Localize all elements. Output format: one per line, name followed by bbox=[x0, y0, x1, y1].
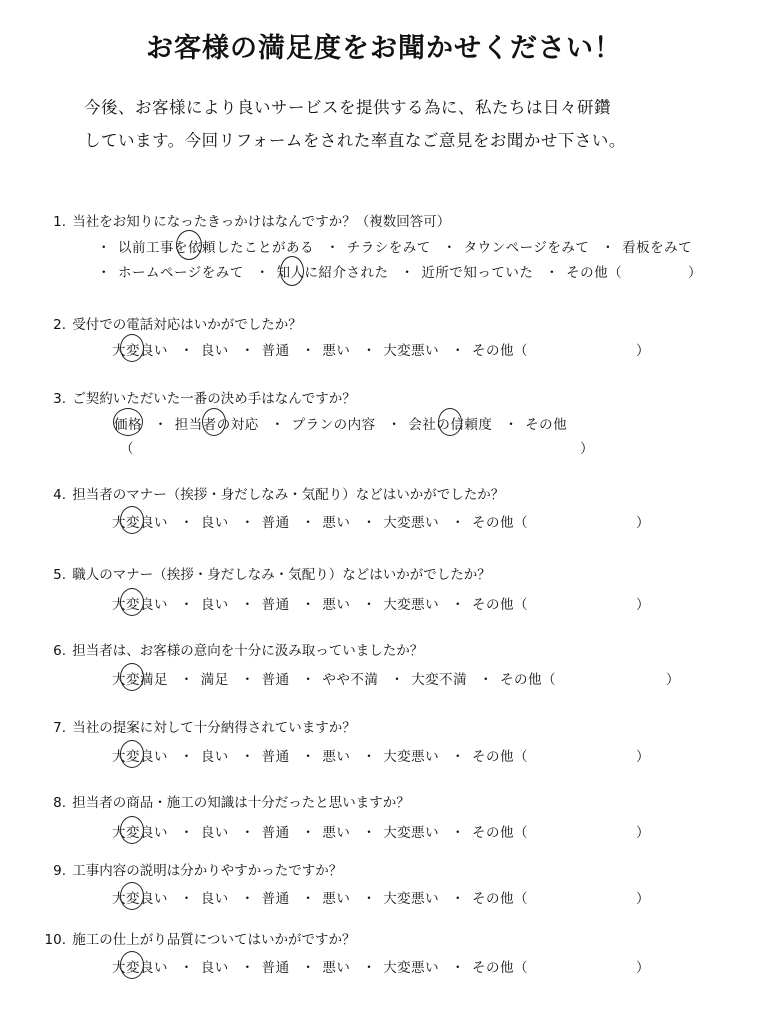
answer-option[interactable]: 大変良い bbox=[112, 597, 168, 613]
close-paren: ） bbox=[666, 672, 680, 688]
answer-option[interactable]: 悪い bbox=[322, 960, 351, 976]
answer-option[interactable]: 普通 bbox=[261, 515, 290, 531]
bullet: ・ bbox=[442, 240, 457, 256]
answer-option[interactable]: プランの内容 bbox=[291, 417, 376, 433]
answer-option[interactable]: 良い bbox=[200, 825, 229, 841]
answer-option[interactable]: 普通 bbox=[261, 891, 290, 907]
bullet: ・ bbox=[179, 825, 194, 841]
bullet: ・ bbox=[400, 265, 415, 281]
q4-options bbox=[112, 511, 528, 531]
bullet: ・ bbox=[255, 265, 270, 281]
answer-option[interactable]: 大変悪い bbox=[383, 515, 440, 531]
bullet: ・ bbox=[362, 597, 377, 613]
page-title: お客様の満足度をお聞かせください！ bbox=[146, 33, 622, 64]
question-number: 1. bbox=[53, 214, 66, 230]
bullet: ・ bbox=[478, 672, 493, 688]
bullet: ・ bbox=[362, 343, 377, 359]
question-number: 7. bbox=[53, 720, 66, 736]
answer-option[interactable]: その他 bbox=[525, 417, 568, 433]
question-number: 2. bbox=[53, 317, 66, 333]
answer-option[interactable]: 良い bbox=[200, 515, 229, 531]
question-text: 担当者の商品・施工の知識は十分だったと思いますか？ bbox=[72, 795, 410, 811]
answer-option[interactable]: 大変不満 bbox=[411, 672, 468, 688]
answer-option[interactable]: 大変悪い bbox=[383, 749, 440, 765]
answer-option[interactable]: 普通 bbox=[261, 672, 290, 688]
bullet: ・ bbox=[240, 343, 255, 359]
question-5 bbox=[44, 563, 491, 583]
bullet: ・ bbox=[240, 825, 255, 841]
open-paren: （ bbox=[120, 441, 134, 457]
answer-option[interactable]: 悪い bbox=[322, 825, 351, 841]
bullet: ・ bbox=[240, 749, 255, 765]
question-text: 当社の提案に対して十分納得されていますか？ bbox=[72, 720, 356, 736]
question-6 bbox=[44, 639, 423, 659]
bullet: ・ bbox=[179, 960, 194, 976]
answer-option[interactable]: タウンページをみて bbox=[463, 240, 590, 256]
answer-option[interactable]: チラシをみて bbox=[346, 240, 431, 256]
answer-option[interactable]: その他（ bbox=[471, 960, 528, 976]
bullet: ・ bbox=[179, 749, 194, 765]
answer-option[interactable]: 大変良い bbox=[112, 343, 168, 359]
bullet: ・ bbox=[450, 960, 465, 976]
answer-option[interactable]: その他（ bbox=[471, 891, 528, 907]
bullet: ・ bbox=[301, 960, 316, 976]
bullet: ・ bbox=[301, 515, 316, 531]
answer-option[interactable]: 良い bbox=[200, 343, 229, 359]
bullet: ・ bbox=[153, 417, 168, 433]
bullet: ・ bbox=[301, 597, 316, 613]
q1-options-line-2 bbox=[90, 261, 622, 281]
close-paren: ） bbox=[636, 960, 650, 976]
answer-option[interactable]: 大変良い bbox=[112, 515, 168, 531]
bullet: ・ bbox=[270, 417, 285, 433]
bullet: ・ bbox=[179, 515, 194, 531]
close-paren: ） bbox=[636, 891, 650, 907]
question-number: 8. bbox=[53, 795, 66, 811]
answer-option[interactable]: やや不満 bbox=[322, 672, 379, 688]
question-number: 4. bbox=[53, 487, 66, 503]
bullet: ・ bbox=[240, 515, 255, 531]
intro-line-1: 今後、お客様により良いサービスを提供する為に、私たちは日々研鑽 bbox=[84, 98, 611, 117]
question-text: 受付での電話対応はいかがでしたか？ bbox=[72, 317, 302, 333]
answer-option[interactable]: 普通 bbox=[261, 597, 290, 613]
answer-option[interactable]: 会社の信頼度 bbox=[408, 417, 493, 433]
answer-option[interactable]: 大変良い bbox=[112, 825, 168, 841]
question-text: ご契約いただいた一番の決め手はなんですか？ bbox=[72, 391, 356, 407]
answer-option[interactable]: 悪い bbox=[322, 749, 351, 765]
answer-option[interactable]: 良い bbox=[200, 891, 229, 907]
bullet: ・ bbox=[97, 265, 111, 281]
question-text: 職人のマナー（挨拶・身だしなみ・気配り）などはいかがでしたか？ bbox=[72, 567, 491, 583]
bullet: ・ bbox=[601, 240, 616, 256]
question-text: 担当者のマナー（挨拶・身だしなみ・気配り）などはいかがでしたか？ bbox=[72, 487, 505, 503]
close-paren: ） bbox=[688, 265, 702, 281]
answer-option[interactable]: 普通 bbox=[261, 343, 290, 359]
question-3 bbox=[44, 387, 356, 407]
bullet: ・ bbox=[504, 417, 519, 433]
question-8 bbox=[44, 791, 410, 811]
answer-option[interactable]: その他（ bbox=[471, 597, 528, 613]
question-number: 6. bbox=[53, 643, 66, 659]
bullet: ・ bbox=[362, 891, 377, 907]
answer-option[interactable]: 大変悪い bbox=[383, 825, 440, 841]
question-number: 5. bbox=[53, 567, 66, 583]
answer-option[interactable]: 大変悪い bbox=[383, 343, 440, 359]
answer-option[interactable]: 悪い bbox=[322, 891, 351, 907]
q6-options bbox=[112, 668, 556, 688]
question-7 bbox=[44, 716, 356, 736]
answer-option[interactable]: 良い bbox=[200, 960, 229, 976]
question-text: 当社をお知りになったきっかけはなんですか？（複数回答可） bbox=[72, 214, 451, 230]
answer-option[interactable]: 近所で知っていた bbox=[421, 265, 534, 281]
answer-option[interactable]: その他（ bbox=[566, 265, 623, 281]
bullet: ・ bbox=[450, 825, 465, 841]
answer-option[interactable]: 担当者の対応 bbox=[174, 417, 259, 433]
bullet: ・ bbox=[97, 240, 111, 256]
bullet: ・ bbox=[325, 240, 340, 256]
q3-options bbox=[114, 413, 567, 433]
bullet: ・ bbox=[301, 672, 316, 688]
answer-option[interactable]: 大変良い bbox=[112, 891, 168, 907]
answer-option[interactable]: 悪い bbox=[322, 597, 351, 613]
bullet: ・ bbox=[179, 672, 194, 688]
bullet: ・ bbox=[450, 749, 465, 765]
q10-options bbox=[112, 956, 528, 976]
q8-options bbox=[112, 821, 528, 841]
bullet: ・ bbox=[301, 343, 316, 359]
bullet: ・ bbox=[179, 597, 194, 613]
q9-options bbox=[112, 887, 528, 907]
bullet: ・ bbox=[387, 417, 402, 433]
answer-option[interactable]: 満足 bbox=[200, 672, 229, 688]
question-1 bbox=[44, 210, 450, 230]
answer-option[interactable]: 知人に紹介された bbox=[276, 265, 389, 281]
question-number: 9. bbox=[53, 863, 66, 879]
bullet: ・ bbox=[179, 343, 194, 359]
bullet: ・ bbox=[450, 597, 465, 613]
close-paren: ） bbox=[636, 343, 650, 359]
answer-option[interactable]: 大変悪い bbox=[383, 597, 440, 613]
question-text: 工事内容の説明は分かりやすかったですか？ bbox=[72, 863, 343, 879]
question-text: 施工の仕上がり品質についてはいかがですか？ bbox=[72, 932, 356, 948]
answer-option[interactable]: ホームページをみて bbox=[118, 265, 244, 281]
close-paren: ） bbox=[636, 749, 650, 765]
bullet: ・ bbox=[240, 597, 255, 613]
answer-option[interactable]: その他（ bbox=[471, 515, 528, 531]
question-4 bbox=[44, 483, 504, 503]
answer-option[interactable]: 大変良い bbox=[112, 960, 168, 976]
bullet: ・ bbox=[179, 891, 194, 907]
answer-option[interactable]: 良い bbox=[200, 597, 229, 613]
answer-option[interactable]: 大変悪い bbox=[383, 960, 440, 976]
answer-option[interactable]: 悪い bbox=[322, 515, 351, 531]
bullet: ・ bbox=[362, 960, 377, 976]
bullet: ・ bbox=[362, 749, 377, 765]
q2-options bbox=[112, 339, 528, 359]
bullet: ・ bbox=[545, 265, 560, 281]
question-number: 10. bbox=[44, 932, 66, 948]
bullet: ・ bbox=[240, 960, 255, 976]
bullet: ・ bbox=[362, 825, 377, 841]
close-paren: ） bbox=[636, 515, 650, 531]
answer-option[interactable]: 以前工事を依頼したことがある bbox=[118, 240, 314, 256]
bullet: ・ bbox=[240, 672, 255, 688]
bullet: ・ bbox=[362, 515, 377, 531]
q5-options bbox=[112, 593, 528, 613]
question-10 bbox=[44, 928, 356, 948]
q1-options-line-1 bbox=[90, 236, 692, 256]
question-2 bbox=[44, 313, 302, 333]
close-paren: ） bbox=[580, 441, 594, 457]
answer-option[interactable]: 普通 bbox=[261, 960, 290, 976]
bullet: ・ bbox=[450, 515, 465, 531]
answer-option[interactable]: 大変満足 bbox=[112, 672, 168, 688]
answer-option[interactable]: その他（ bbox=[471, 749, 528, 765]
answer-option[interactable]: 価格 bbox=[114, 417, 142, 433]
answer-option[interactable]: 良い bbox=[200, 749, 229, 765]
bullet: ・ bbox=[301, 891, 316, 907]
question-text: 担当者は、お客様の意向を十分に汲み取っていましたか？ bbox=[72, 643, 424, 659]
answer-option[interactable]: その他（ bbox=[471, 825, 528, 841]
bullet: ・ bbox=[301, 825, 316, 841]
bullet: ・ bbox=[390, 672, 405, 688]
answer-option[interactable]: 悪い bbox=[322, 343, 351, 359]
question-number: 3. bbox=[53, 391, 66, 407]
close-paren: ） bbox=[636, 825, 650, 841]
bullet: ・ bbox=[450, 343, 465, 359]
answer-option[interactable]: 普通 bbox=[261, 825, 290, 841]
bullet: ・ bbox=[240, 891, 255, 907]
q7-options bbox=[112, 745, 528, 765]
bullet: ・ bbox=[301, 749, 316, 765]
answer-option[interactable]: 看板をみて bbox=[622, 240, 693, 256]
question-9 bbox=[44, 859, 342, 879]
answer-option[interactable]: その他（ bbox=[499, 672, 556, 688]
bullet: ・ bbox=[450, 891, 465, 907]
answer-option[interactable]: 大変良い bbox=[112, 749, 168, 765]
answer-option[interactable]: 大変悪い bbox=[383, 891, 440, 907]
intro-line-2: しています。今回リフォームをされた率直なご意見をお聞かせ下さい。 bbox=[84, 131, 626, 150]
answer-option[interactable]: その他（ bbox=[471, 343, 528, 359]
close-paren: ） bbox=[636, 597, 650, 613]
answer-option[interactable]: 普通 bbox=[261, 749, 290, 765]
